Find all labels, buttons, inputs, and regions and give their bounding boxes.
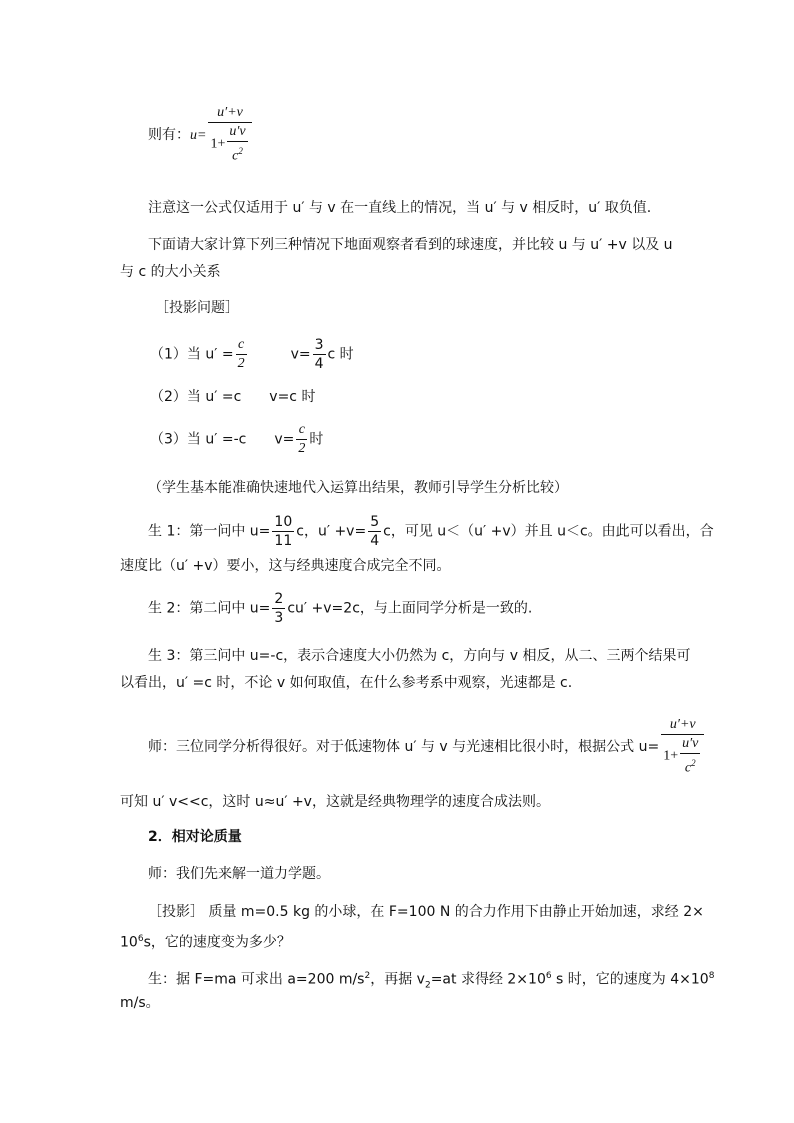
question-1 [150, 336, 354, 373]
s4-exp2: 8 [708, 971, 715, 981]
q1-den-1: 2 [237, 356, 245, 371]
s1-den-1: 11 [274, 533, 293, 549]
s1-part-a: 生 1：第一问中 u= [148, 523, 271, 540]
section-heading: 2．相对论质量 [148, 829, 242, 845]
teacher-line-2: 可知 u′ v<<c，这时 u≈u′ +v，这就是经典物理学的速度合成法则。 [120, 794, 550, 810]
paragraph-note: 注意这一公式仅适用于 u′ 与 v 在一直线上的情况，当 u′ 与 v 相反时，u′ 取负值. [148, 200, 652, 216]
s4-pre: 生：据 F=ma 可求出 a=200 m/s [148, 971, 365, 988]
q1-den-2: 4 [314, 356, 324, 372]
q3-den: 2 [298, 441, 306, 456]
teacher-line-1 [148, 716, 706, 778]
paragraph-intro-2: 与 c 的大小关系 [120, 264, 221, 280]
projection-heading: ［投影问题］ [155, 300, 239, 316]
question-3-suffix: 时 [309, 431, 324, 448]
q3-num: c [298, 422, 305, 437]
fraction-denominator [208, 122, 251, 166]
s4-end: s 时，它的速度为 4×10 [551, 971, 709, 988]
question-1-prefix: （1）当 u′ = [150, 346, 234, 363]
inner-denominator: $c^2$ [227, 141, 247, 166]
teacher-fraction-denominator [661, 734, 704, 778]
denominator-one: 1+ [210, 136, 226, 152]
teacher-denominator-one: 1+ [663, 748, 679, 764]
s2-fraction [272, 590, 285, 627]
s4-post: =at 求得经 2×10 [430, 971, 546, 988]
s1-den-2: 4 [370, 533, 380, 549]
p6-exponent: 6 [137, 934, 144, 944]
inner-numerator: u′v [229, 124, 246, 139]
formula-u: u= [190, 127, 207, 143]
question-1-fraction-2 [313, 336, 326, 373]
p6-rest: s，它的速度变为多少？ [143, 934, 291, 951]
s2-num: 2 [274, 591, 284, 607]
teacher-inner-numerator: u′v [682, 736, 699, 751]
student-3-line-2: 以看出，u′ =c 时，不论 v 如何取值，在什么参考系中观察，光速都是 c. [120, 675, 573, 691]
s2-part-a: 生 2：第二问中 u= [148, 600, 271, 617]
s1-part-c: c，可见 u＜（u′ +v）并且 u＜c。由此可以看出，合 [383, 523, 714, 540]
teacher-fraction-numerator: u′+v [669, 717, 696, 732]
projection-problem-line-1: ［投影］ 质量 m=0.5 kg 的小球，在 F=100 N 的合力作用下由静止开始加速，求经 2× [148, 904, 704, 920]
question-3 [150, 421, 323, 458]
fraction-numerator: u′+v [217, 105, 243, 120]
s4-exp: 6 [545, 971, 552, 981]
question-1-fraction-1 [236, 336, 247, 373]
s1-fraction-2 [368, 513, 381, 550]
question-3-prefix: （3）当 u′ =-c v= [150, 431, 295, 448]
q1-num-2: 3 [314, 337, 324, 353]
paragraph-intro-1: 下面请大家计算下列三种情况下地面观察者看到的球速度，并比较 u 与 u′ +v 以及 u [148, 237, 673, 253]
teacher-inner-c: c [684, 760, 692, 776]
formula-label: 则有： [148, 126, 190, 143]
teacher-text: 师：三位同学分析得很好。对于低速物体 u′ 与 v 与光速相比很小时，根据公式 u= [148, 738, 660, 755]
student-answer-line-2: m/s。 [120, 995, 160, 1011]
p6-base: 10 [120, 934, 138, 951]
s1-num-2: 5 [370, 514, 380, 530]
s2-den: 3 [274, 610, 284, 626]
teacher-inner-fraction [680, 735, 700, 778]
teacher-line-3: 师：我们先来解一道力学题。 [148, 866, 330, 882]
s2-part-b: cu′ +v=2c，与上面同学分析是一致的. [287, 600, 533, 617]
projection-problem-line-2 [120, 929, 291, 953]
teacher-guidance-note: （学生基本能准确快速地代入运算出结果，教师引导学生分析比较） [148, 480, 568, 496]
student-1-line-1 [148, 513, 714, 550]
s4-sup: 2 [364, 971, 371, 981]
inner-denominator-c: c [232, 148, 239, 164]
question-1-suffix: c 时 [327, 346, 354, 363]
s1-num-1: 10 [274, 514, 293, 530]
student-2 [148, 590, 532, 627]
teacher-inner-denominator: $c^2$ [680, 753, 700, 778]
question-2: （2）当 u′ =c v=c 时 [150, 389, 316, 405]
question-3-fraction [296, 421, 307, 458]
teacher-formula-fraction [661, 716, 704, 778]
formula-line [148, 104, 254, 166]
s4-mid: ，再据 v [370, 971, 425, 988]
question-1-mid: v= [290, 346, 311, 363]
velocity-fraction [208, 104, 251, 166]
student-answer-line-1 [148, 966, 714, 995]
student-1-line-2: 速度比（u′ +v）要小，这与经典速度合成完全不同。 [120, 558, 451, 574]
s1-part-b: c，u′ +v= [296, 523, 367, 540]
inner-fraction [227, 123, 247, 166]
student-3-line-1: 生 3：第三问中 u=-c，表示合速度大小仍然为 c，方向与 v 相反，从二、三两个结果可 [148, 648, 691, 664]
s1-fraction-1 [272, 513, 294, 550]
q1-num-1: c [237, 337, 245, 352]
s4-sub: 2 [424, 980, 431, 991]
